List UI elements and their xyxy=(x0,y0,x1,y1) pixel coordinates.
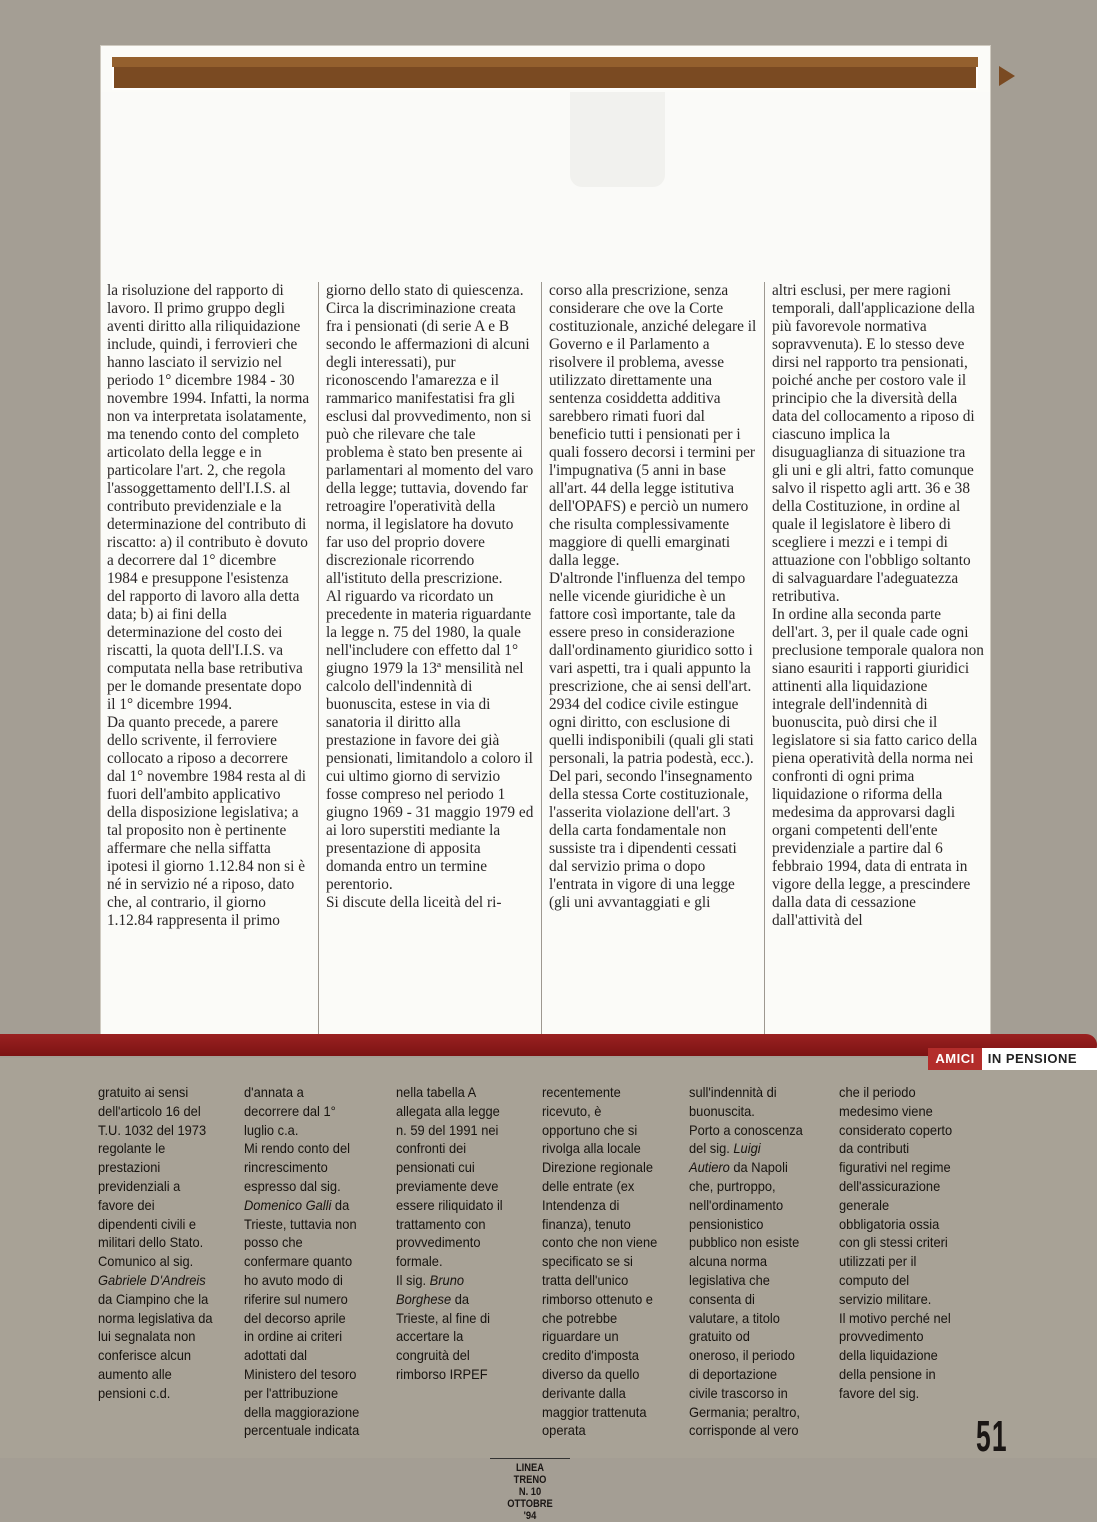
letter-line: valutare, a titolo xyxy=(689,1309,780,1326)
letter-line: militari dello Stato. xyxy=(98,1234,204,1251)
letter-line: Trieste, al fine di xyxy=(396,1309,491,1326)
letter-line: previdenziali a xyxy=(98,1177,181,1194)
letter-line: T.U. 1032 del 1973 xyxy=(98,1121,207,1138)
letters-column-2 xyxy=(244,1083,359,1440)
column-divider xyxy=(764,282,765,1050)
footer-magazine: LINEA TRENO xyxy=(513,1462,547,1486)
letters-column-3 xyxy=(396,1083,503,1384)
letter-line: Domenico Galli da xyxy=(244,1196,350,1213)
letter-line: in ordine ai criteri xyxy=(244,1328,343,1345)
section-tag-amici: AMICI xyxy=(928,1048,981,1070)
footer-issue: N. 10 xyxy=(518,1486,542,1498)
person-name: Autiero xyxy=(689,1159,730,1176)
letter-line: confronti dei xyxy=(396,1140,467,1157)
article-text xyxy=(326,282,534,912)
letter-line: pensionati cui xyxy=(396,1159,475,1176)
article-paragraph: In ordine alla seconda parte dell'art. 3, per il quale cade ogni preclusione temporale qualora non siano esauriti i rapporti giuridici attinenti alla liquidazione integrale dell'indennità di buonuscita, può dirsi che il legislatore si sia fatto carico della piena operatività della norma nei confronti di ogni prima liquidazione o riforma della medesima da approvarsi dagli organi competenti dell'ente previdenziale a partire dal 6 febbraio 1994, data di entrata in vigore della legge, a prescindere dalla data di cessazione dall'attività del xyxy=(772,606,984,929)
letter-line: prestazioni xyxy=(98,1159,161,1176)
letter-line: ho avuto modo di xyxy=(244,1271,343,1288)
letter-line: con gli stessi criteri xyxy=(839,1234,948,1251)
article-text xyxy=(549,282,757,912)
footer-date: OTTOBRE '94 xyxy=(507,1498,553,1522)
article-column-4 xyxy=(766,282,990,1050)
letter-line: Direzione regionale xyxy=(542,1159,653,1176)
letter-line: credito d'imposta xyxy=(542,1347,639,1364)
letter-line: derivante dalla xyxy=(542,1384,626,1401)
letters-column-4 xyxy=(542,1083,657,1440)
letter-line: regolante le xyxy=(98,1140,166,1157)
article-paragraph: Da quanto precede, a parere dello scrivente, il ferroviere collocato a riposo a decorrere dal 1° novembre 1984 resta al di fuori dell'ambito applicativo della disposizione legislativa; a tal proposito non è pertinente affermare che nella siffatta ipotesi il giorno 1.12.84 non si è né in servizio né a riposo, dato che, al contrario, il giorno 1.12.84 rappresenta il primo xyxy=(107,714,306,929)
letter-line: Mi rendo conto del xyxy=(244,1140,350,1157)
letter-line: nell'ordinamento xyxy=(689,1196,784,1213)
photo-object xyxy=(570,92,665,187)
letter-line: rincrescimento xyxy=(244,1159,328,1176)
letter-line: adottati dal xyxy=(244,1347,308,1364)
page-number: 51 xyxy=(976,1412,1008,1461)
footer-rule xyxy=(490,1458,570,1459)
letter-line: Ministero del tesoro xyxy=(244,1365,357,1382)
letter-line: considerato coperto xyxy=(839,1121,953,1138)
letter-line: espresso dal sig. xyxy=(244,1177,341,1194)
letter-line: pensioni c.d. xyxy=(98,1384,171,1401)
letter-line: obbligatoria ossia xyxy=(839,1215,940,1232)
letter-line: congruità del xyxy=(396,1347,470,1364)
letter-line: provvedimento xyxy=(396,1234,481,1251)
letter-line: accertare la xyxy=(396,1328,464,1345)
letter-line: Intendenza di xyxy=(542,1196,620,1213)
letter-line: Borghese da xyxy=(396,1290,470,1307)
letter-line: consenta di xyxy=(689,1290,755,1307)
letter-line: della liquidazione xyxy=(839,1347,938,1364)
letter-line: previamente deve xyxy=(396,1177,499,1194)
letter-line: servizio militare. xyxy=(839,1290,932,1307)
letter-line: della maggiorazione xyxy=(244,1403,360,1420)
letter-line: gratuito od xyxy=(689,1328,750,1345)
person-name: Luigi xyxy=(733,1140,761,1157)
letter-line: da contributi xyxy=(839,1140,910,1157)
letter-line: opportuno che si xyxy=(542,1121,638,1138)
letters-column-6 xyxy=(839,1083,952,1403)
section-tag-pensione: IN PENSIONE xyxy=(982,1048,1097,1070)
letter-line: computo del xyxy=(839,1271,910,1288)
letter-line: legislativa che xyxy=(689,1271,770,1288)
letter-line: specificato se si xyxy=(542,1253,633,1270)
header-photo xyxy=(101,92,990,280)
letter-line: riguardare un xyxy=(542,1328,619,1345)
letter-line: che, purtroppo, xyxy=(689,1177,776,1194)
article-paragraph: Circa la discriminazione creata fra i pensionati (di serie A e B secondo le affermazioni di alcuni degli interessati), pur riconoscendo l'amarezza e il rammarico manifestatisi fra gli esclusi dal provvedimento, non si può che rilevare che tale problema è stato ben presente ai parlamentari al momento del varo della legge; tuttavia, dovendo far retroagire l'operatività della norma, il legislatore ha dovuto far uso del proprio dovere discrezionale ricorrendo all'istituto della prescrizione. xyxy=(326,300,534,587)
letter-line: corrisponde al vero xyxy=(689,1422,799,1439)
article-column-3 xyxy=(543,282,763,1050)
article-paragraph: Del pari, secondo l'insegnamento della stessa Corte costituzionale, l'asserita violazione dell'art. 3 della carta fondamentale non sussiste tra i dipendenti cessati dal servizio prima o dopo l'entrata in vigore di una legge (gli uni avvantaggiati e gli xyxy=(549,768,753,911)
letter-line: utilizzati per il xyxy=(839,1253,917,1270)
letter-line: formale. xyxy=(396,1253,443,1270)
letter-line: del decorso aprile xyxy=(244,1309,346,1326)
letter-line: della pensione in xyxy=(839,1365,936,1382)
letter-line: ricevuto, è xyxy=(542,1102,602,1119)
letter-line: dipendenti civili e xyxy=(98,1215,197,1232)
letter-line: conto che non viene xyxy=(542,1234,658,1251)
letter-line: maggior trattenuta xyxy=(542,1403,647,1420)
letter-line: Il motivo perché nel xyxy=(839,1309,951,1326)
letter-line: essere riliquidato il xyxy=(396,1196,503,1213)
letter-line: diverso da quello xyxy=(542,1365,640,1382)
letter-line: buonuscita. xyxy=(689,1102,755,1119)
letter-line: nella tabella A xyxy=(396,1084,477,1100)
letter-line: di deportazione xyxy=(689,1365,778,1382)
letter-line: percentuale indicata xyxy=(244,1422,360,1439)
letter-line: sull'indennità di xyxy=(689,1084,777,1100)
letter-line: rimborso IRPEF xyxy=(396,1365,488,1382)
letter-line: Autiero da Napoli xyxy=(689,1159,788,1176)
letter-line: Comunico al sig. xyxy=(98,1253,194,1270)
letter-line: favore del sig. xyxy=(839,1384,920,1401)
letters-column-5 xyxy=(689,1083,803,1440)
letter-line: rimborso ottenuto e xyxy=(542,1290,653,1307)
article-paragraph: la risoluzione del rapporto di lavoro. Il primo gruppo degli aventi diritto alla riliquidazione include, quindi, i ferrovieri che hanno lasciato il servizio nel periodo 1° dicembre 1984 - 30 novembre 1994. Infatti, la norma non va interpretata isolatamente, ma tenendo conto del completo articolato della legge e in particolare l'art. 2, che regola l'assoggettamento dell'I.I.S. al contributo previdenziale e la determinazione del contributo di riscatto: a) il contributo è dovuto a decorrere dal 1° dicembre 1984 e presuppone l'esistenza del rapporto di lavoro alla detta data; b) ai fini della determinazione del costo dei riscatti, la quota dell'I.I.S. va computata nella base retributiva per le domande presentate dopo il 1° dicembre 1994. xyxy=(107,282,310,713)
article-paragraph: altri esclusi, per mere ragioni temporali, dall'applicazione della più favorevole normativa sopravvenuta). E lo stesso deve dirsi nel rapporto tra pensionati, poiché anche per costoro vale il principio che la diversità della data del collocamento a riposo di ciascuno implica la disuguaglianza di situazione tra gli uni e gli altri, fatto comunque salvo il rispetto agli artt. 36 e 38 della Costituzione, in ordine al quale il legislatore è libero di scegliere i mezzi e i tempi di attuazione con l'obbligo soltanto di salvaguardare l'adeguatezza retributiva. xyxy=(772,282,975,605)
person-name: Gabriele D'Andreis xyxy=(98,1271,206,1288)
letter-line: riferire sul numero xyxy=(244,1290,348,1307)
letter-line: generale xyxy=(839,1196,890,1213)
letter-line: Il sig. Bruno xyxy=(396,1271,465,1288)
letter-line: tratta dell'unico xyxy=(542,1271,629,1288)
letter-line: rivolga alla locale xyxy=(542,1140,641,1157)
letter-line: pensionistico xyxy=(689,1215,764,1232)
letter-line: civile trascorso in xyxy=(689,1384,788,1401)
letter-line: che potrebbe xyxy=(542,1309,618,1326)
article-column-2 xyxy=(320,282,540,1050)
letter-line: n. 59 del 1991 nei xyxy=(396,1121,499,1138)
article-text xyxy=(107,282,310,930)
letter-line: posso che xyxy=(244,1234,303,1251)
arrow-right-icon xyxy=(999,66,1015,86)
article-paragraph: Al riguardo va ricordato un precedente in materia riguardante la legge n. 75 del 1980, la quale nell'includere con effetto dal 1° giugno 1979 la 13ª mensilità nel calcolo dell'indennità di buonuscita, estese in via di sanatoria il diritto alla prestazione in favore dei già pensionati, limitandolo a coloro il cui ultimo giorno di servizio fosse compreso nel periodo 1 giugno 1969 - 31 maggio 1979 ed ai loro superstiti mediante la presentazione di apposita domanda entro un termine perentorio. xyxy=(326,588,534,893)
letter-line: dell'articolo 16 del xyxy=(98,1102,201,1119)
section-tag xyxy=(928,1048,1097,1070)
letter-line: gratuito ai sensi xyxy=(98,1084,189,1100)
letter-line: figurativi nel regime xyxy=(839,1159,951,1176)
letter-line: luglio c.a. xyxy=(244,1121,299,1138)
letter-line: norma legislativa da xyxy=(98,1309,213,1326)
letter-line: decorrere dal 1° xyxy=(244,1102,336,1119)
article-paragraph: Si discute della liceità del ri- xyxy=(326,894,502,911)
letter-line: Trieste, tuttavia non xyxy=(244,1215,357,1232)
letter-line: lui segnalata non xyxy=(98,1328,196,1345)
letter-line: allegata alla legge xyxy=(396,1102,500,1119)
column-divider xyxy=(318,282,319,1050)
letter-line: confermare quanto xyxy=(244,1253,353,1270)
letter-line: favore dei xyxy=(98,1196,155,1213)
letter-line: che il periodo xyxy=(839,1084,916,1100)
letter-line: medesimo viene xyxy=(839,1102,933,1119)
header-bar-highlight xyxy=(112,57,978,67)
letter-line: conferisce alcun xyxy=(98,1347,192,1364)
letter-line: Porto a conoscenza xyxy=(689,1121,803,1138)
letters-column-1 xyxy=(98,1083,213,1403)
letter-line: da Ciampino che la xyxy=(98,1290,209,1307)
letter-line: aumento alle xyxy=(98,1365,172,1382)
letter-line: recentemente xyxy=(542,1084,621,1100)
person-name: Borghese xyxy=(396,1290,452,1307)
letter-line: per l'attribuzione xyxy=(244,1384,339,1401)
article-paragraph: corso alla prescrizione, senza considerare che ove la Corte costituzionale, anziché delegare il Governo e il Parlamento a risolvere il problema, avesse utilizzato direttamente una sentenza cosiddetta additiva sarebbero rimati fuori dal beneficio tutti i pensionati per i quali fossero decorsi i termini per l'impugnativa (5 anni in base all'art. 44 della legge istitutiva dell'OPAFS) e perciò un numero che risulta complessivamente maggiore di quelli emarginati dalla legge. xyxy=(549,282,757,569)
footer xyxy=(495,1462,565,1522)
letter-line: del sig. Luigi xyxy=(689,1140,761,1157)
article-paragraph: giorno dello stato di quiescenza. xyxy=(326,282,524,299)
person-name: Domenico Galli xyxy=(244,1196,332,1213)
letter-line: dell'assicurazione xyxy=(839,1177,941,1194)
letter-line: operata xyxy=(542,1422,586,1439)
letter-line xyxy=(98,1271,213,1290)
article-column-1 xyxy=(101,282,316,1050)
article-text xyxy=(772,282,984,930)
letter-line: delle entrate (ex xyxy=(542,1177,635,1194)
letter-line: finanza), tenuto xyxy=(542,1215,631,1232)
column-divider xyxy=(541,282,542,1050)
person-name: Bruno xyxy=(429,1271,465,1288)
letter-line: provvedimento xyxy=(839,1328,924,1345)
letter-line: Germania; peraltro, xyxy=(689,1403,800,1420)
letter-line: pubblico non esiste xyxy=(689,1234,800,1251)
letter-line: trattamento con xyxy=(396,1215,486,1232)
letter-line: d'annata a xyxy=(244,1084,304,1100)
letter-line: oneroso, il periodo xyxy=(689,1347,795,1364)
letter-line: alcuna norma xyxy=(689,1253,768,1270)
article-paragraph: D'altronde l'influenza del tempo nelle vicende giuridiche è un fattore così importante, tale da essere preso in considerazione dall'ordinamento giuridico sotto i vari aspetti, tra i quali appunto la prescrizione, che ai sensi dell'art. 2934 del codice civile estingue ogni diritto, con esclusione di quelli indisponibili (quali gli stati personali, la patria podestà, ecc.). xyxy=(549,570,754,767)
